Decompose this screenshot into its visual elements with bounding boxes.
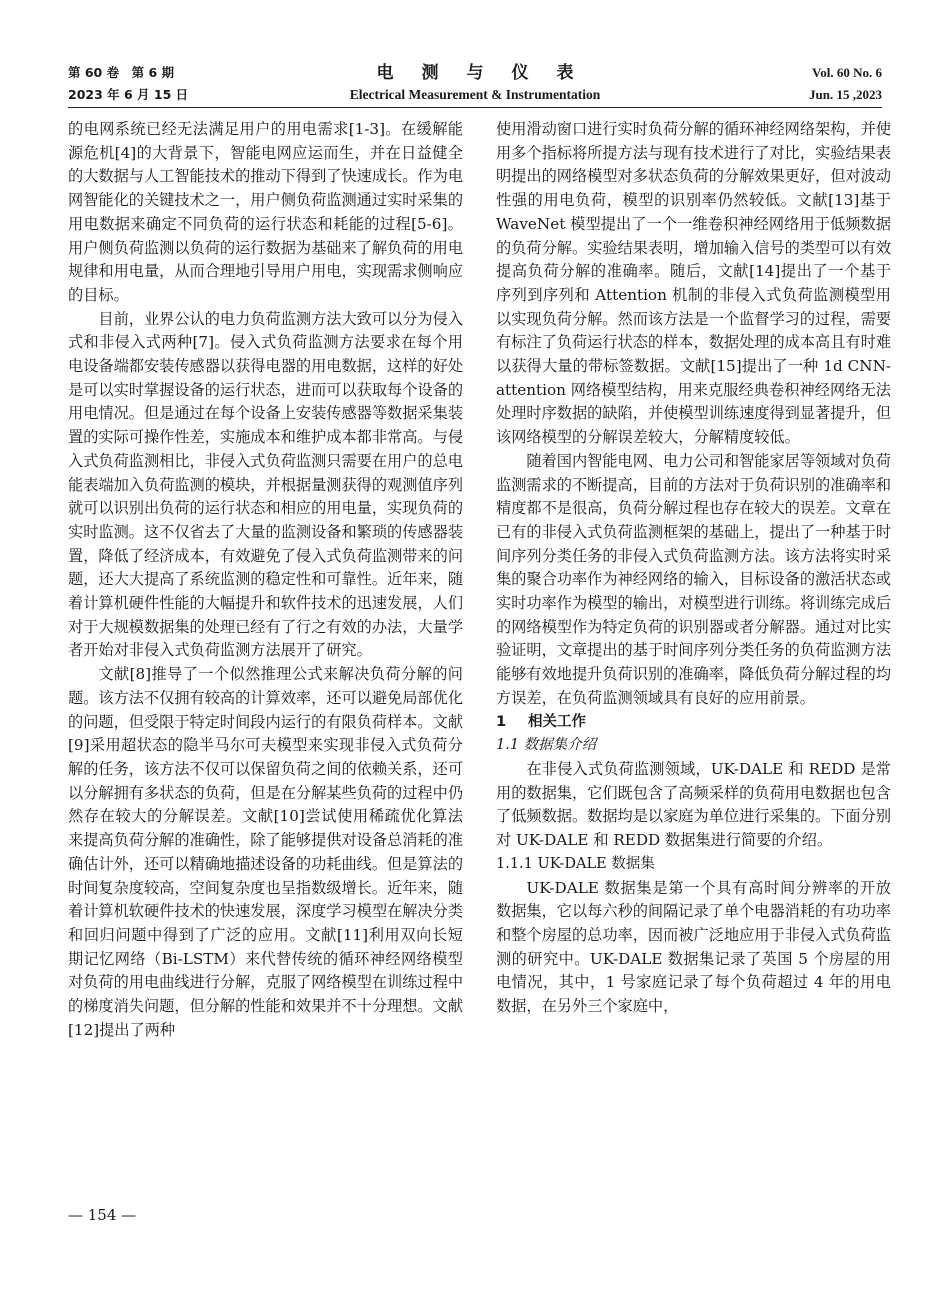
publication-date-cn: 2023 年 6 月 15 日 [68, 87, 189, 102]
paragraph: 文献[8]推导了一个似然推理公式来解决负荷分解的问题。该方法不仅拥有较高的计算效率，还可以避免局部优化的问题，但受限于特定时间段内运行的有限负荷样本。文献[9]采用超状态的隐半马尔可夫模型来实现非侵入式负荷分解的任务，该方法不仅可以保留负荷之间的依赖关系，还可以分解拥有多状态的负荷，但是在分解某些负荷的过程中仍然存在较大的分解误差。文献[10]尝试使用稀疏优化算法来提高负荷分解的准确性，除了能够提供对设备总消耗的准确估计外，还可以精确地描述设备的功耗曲线。但是算法的时间复杂度较高，空间复杂度也呈指数级增长。近年来，随着计算机软硬件技术的快速发展，深度学习模型在解决分类和回归问题中得到了广泛的应用。文献[11]利用双向长短期记忆网络（Bi-LSTM）来代替传统的循环神经网络模型对负荷的用电曲线进行分解，克服了网络模型在训练过程中的梯度消失问题，但分解的性能和效果并不十分理想。文献[12]提出了两种 [68, 665, 463, 1039]
paragraph: 在非侵入式负荷监测领域，UK-DALE 和 REDD 是常用的数据集，它们既包含了高频采样的负荷用电数据也包含了低频数据。数据均是以家庭为单位进行采集的。下面分别对 UK-DALE 和 REDD 数据集进行简要的介绍。 [496, 759, 891, 850]
section-heading [496, 711, 891, 735]
paragraph: 的电网系统已经无法满足用户的用电需求[1-3]。在缓解能源危机[4]的大背景下，智能电网应运而生，并在日益健全的大数据与人工智能技术的推动下得到了快速成长。作为电网智能化的关键技术之一，用户侧负荷监测通过实时采集的用电数据来确定不同负荷的运行状态和耗能的过程[5-6]。用户侧负荷监测以负荷的运行数据为基础来了解负荷的用电规律和用电量，从而合理地引导用户用电，实现需求侧响应的目标。 [68, 120, 463, 304]
paragraph: 目前，业界公认的电力负荷监测方法大致可以分为侵入式和非侵入式两种[7]。侵入式负荷监测方法要求在每个用电设备端都安装传感器以获得电器的用电数据，这样的好处是可以实时掌握设备的运行状态，进而可以获取每个设备的用电情况。但是通过在每个设备上安装传感器等数据采集装置的实际可操作性差，实施成本和维护成本都非常高。与侵入式负荷监测相比，非侵入式负荷监测只需要在用户的总电能表端加入负荷监测的模块，并根据量测获得的观测值序列就可以识别出负荷的运行状态和相应的用电量，实现负荷的实时监测。这不仅省去了大量的监测设备和繁琐的传感器装置，降低了经济成本，有效避免了侵入式负荷监测带来的问题，还大大提高了系统监测的稳定性和可靠性。近年来，随着计算机硬件性能的大幅提升和软件技术的迅速发展，人们对于大规模数据集的处理已经有了行之有效的办法，大量学者开始对非侵入式负荷监测方法展开了研究。 [68, 309, 463, 660]
page-number: — 154 — [68, 1206, 137, 1224]
subsection-heading: 1.1 数据集介绍 [496, 737, 597, 754]
right-column [496, 118, 891, 1019]
paragraph: UK-DALE 数据集是第一个具有高时间分辨率的开放数据集，它以每六秒的间隔记录了单个电器消耗的有功功率和整个房屋的总功率，因而被广泛地应用于非侵入式负荷监测的研究中。UK-DALE 数据集记录了英国 5 个房屋的用电情况，其中，1 号家庭记录了每个负荷超过 4 年的用电数据，在另外三个家庭中， [496, 878, 891, 1016]
journal-title-en: Electrical Measurement & Instrumentation [349, 87, 601, 102]
volume-issue: 第 60 卷 第 6 期 [68, 65, 174, 80]
left-column [68, 118, 463, 1042]
section-number: 1 [496, 713, 507, 730]
paragraph: 随着国内智能电网、电力公司和智能家居等领域对负荷监测需求的不断提高，目前的方法对于负荷识别的准确率和精度都不是很高，负荷分解过程也存在较大的误差。文章在已有的非侵入式负荷监测框架的基础上，提出了一种基于时间序列分类任务的非侵入式负荷监测方法。该方法将实时采集的聚合功率作为神经网络的输入，目标设备的激活状态或实时功率作为模型的输出，对模型进行训练。将训练完成后的网络模型作为特定负荷的识别器或者分解器。通过对比实验证明，文章提出的基于时间序列分类任务的负荷监测方法能够有效地提升负荷识别的准确率，降低负荷分解过程的均方误差，在负荷监测领域具有良好的应用前景。 [496, 451, 891, 707]
section-title: 相关工作 [528, 713, 586, 730]
volume-issue-en: Vol. 60 No. 6 [812, 65, 882, 80]
journal-title [68, 62, 882, 106]
subsubsection-heading: 1.1.1 UK-DALE 数据集 [496, 855, 655, 872]
journal-title-cn: 电测与仪表 [376, 63, 602, 83]
header-right [809, 62, 882, 106]
header-rule [68, 107, 882, 108]
paragraph: 使用滑动窗口进行实时负荷分解的循环神经网络架构，并使用多个指标将所提方法与现有技术进行了对比，实验结果表明提出的网络模型对多状态负荷的分解效果更好，但对波动性强的用电负荷，模型的识别率仍然较低。文献[13]基于 WaveNet 模型提出了一个一维卷积神经网络用于低频数据的负荷分解。实验结果表明，增加输入信号的类型可以有效提高负荷分解的准确率。随后，文献[14]提出了一个基于序列到序列和 Attention 机制的非侵入式负荷监测模型用以实现负荷分解。然而该方法是一个监督学习的过程，需要有标注了负荷运行状态的样本，数据处理的成本高且有时难以获得大量的带标签数据。文献[15]提出了一种 1d CNN-attention 网络模型结构，用来克服经典卷积神经网络无法处理时序数据的缺陷，并使模型训练速度得到显著提升，但该网络模型的分解误差较大，分解精度较低。 [496, 120, 891, 447]
publication-date-en: Jun. 15 ,2023 [809, 87, 882, 102]
running-header [68, 62, 882, 106]
